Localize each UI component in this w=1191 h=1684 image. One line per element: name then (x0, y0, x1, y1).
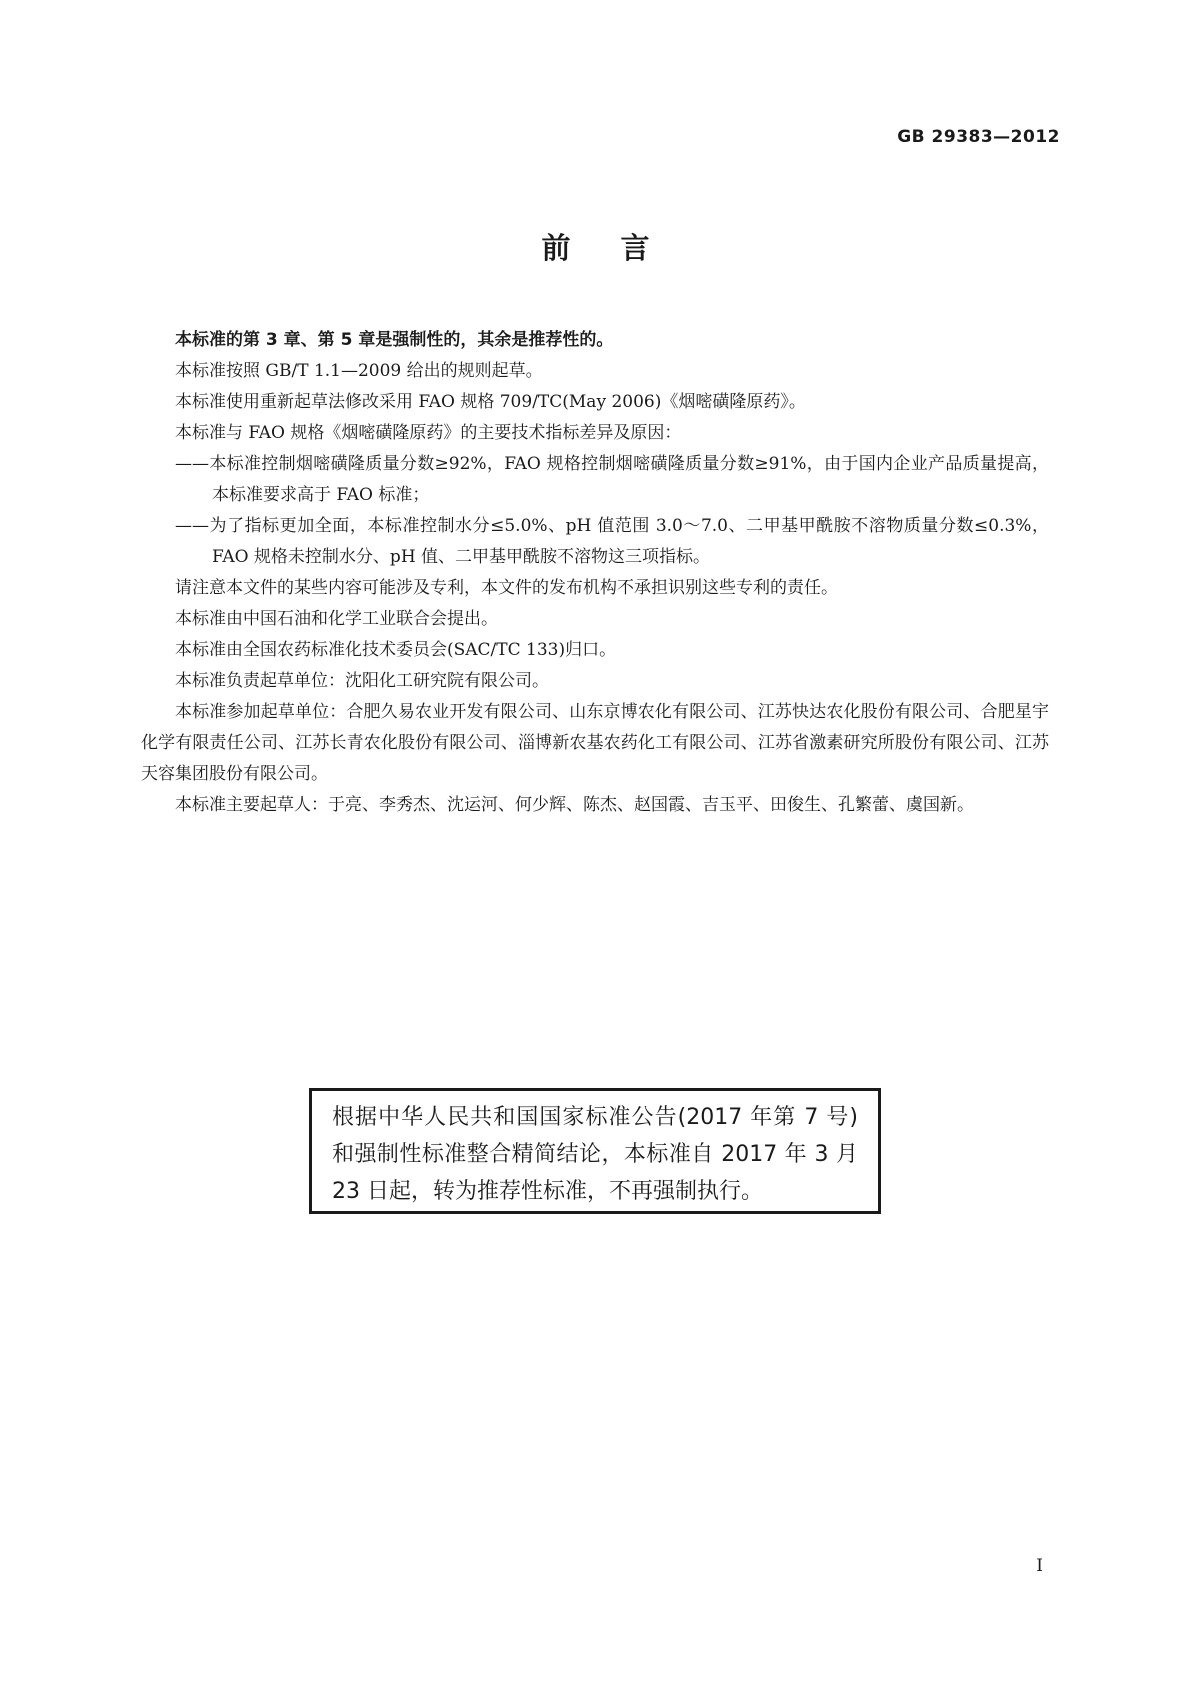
main-drafters-paragraph: 本标准主要起草人：于亮、李秀杰、沈运河、何少辉、陈杰、赵国霞、吉玉平、田俊生、孔繁蕾、虞国新。 (175, 795, 974, 815)
proposer-paragraph: 本标准由中国石油和化学工业联合会提出。 (175, 609, 498, 629)
standard-number: GB 29383—2012 (897, 127, 1060, 147)
lead-drafter-paragraph: 本标准负责起草单位：沈阳化工研究院有限公司。 (175, 671, 549, 691)
committee-paragraph: 本标准由全国农药标准化技术委员会(SAC/TC 133)归口。 (175, 640, 617, 660)
mandatory-clause-paragraph: 本标准的第 3 章、第 5 章是强制性的，其余是推荐性的。 (175, 330, 614, 350)
difference-item: ——为了指标更加全面，本标准控制水分≤5.0%、pH 值范围 3.0～7.0、二甲基甲酰胺不溶物质量分数≤0.3%，FAO 规格未控制水分、pH 值、二甲基甲酰胺不溶物这三项指标。 (175, 516, 1049, 567)
status-notice-box: 根据中华人民共和国国家标准公告(2017 年第 7 号)和强制性标准整合精简结论，本标准自 2017 年 3 月 23 日起，转为推荐性标准，不再强制执行。 (309, 1088, 881, 1214)
differences-intro-paragraph: 本标准与 FAO 规格《烟嘧磺隆原药》的主要技术指标差异及原因： (175, 423, 682, 443)
page-number: I (1036, 1556, 1043, 1576)
difference-item: ——本标准控制烟嘧磺隆质量分数≥92%，FAO 规格控制烟嘧磺隆质量分数≥91%，由于国内企业产品质量提高，本标准要求高于 FAO 标准； (175, 454, 1049, 505)
adoption-paragraph: 本标准使用重新起草法修改采用 FAO 规格 709/TC(May 2006)《烟嘧磺隆原药》。 (175, 392, 806, 412)
patent-notice-paragraph: 请注意本文件的某些内容可能涉及专利，本文件的发布机构不承担识别这些专利的责任。 (175, 578, 838, 598)
page-title: 前言 (541, 231, 700, 265)
drafting-rules-paragraph: 本标准按照 GB/T 1.1—2009 给出的规则起草。 (175, 361, 543, 381)
foreword-body (141, 325, 1049, 821)
participating-drafters-paragraph: 本标准参加起草单位：合肥久易农业开发有限公司、山东京博农化有限公司、江苏快达农化股份有限公司、合肥星宇化学有限责任公司、江苏长青农化股份有限公司、淄博新农基农药化工有限公司、江苏省激素研究所股份有限公司、江苏天容集团股份有限公司。 (141, 702, 1049, 784)
